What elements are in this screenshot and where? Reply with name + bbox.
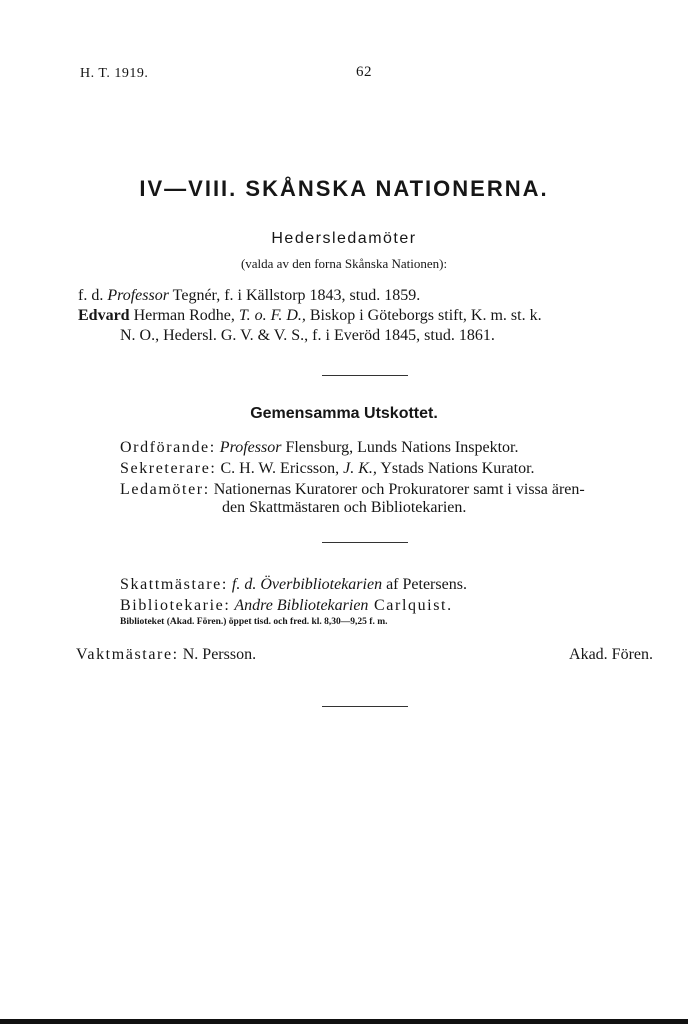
librarian-name: Carlquist. [368, 597, 453, 614]
secretary-title: J. K., [343, 460, 377, 477]
page-title: IV—VIII. SKÅNSKA NATIONERNA. [139, 176, 549, 201]
librarian-label: Bibliotekarie: [120, 597, 231, 614]
secretary-name: C. H. W. Ericsson, [216, 460, 344, 477]
entry-title: Professor [107, 287, 169, 304]
librarian-title: Andre Bibliotekarien [234, 597, 369, 614]
chair-title: Professor [219, 439, 282, 456]
honorary-entry-2 [78, 307, 542, 325]
honorary-heading: Hedersledamöter [271, 230, 417, 247]
scan-edge [0, 1019, 688, 1024]
entry-text: Tegnér, f. i Källstorp 1843, stud. 1859. [168, 287, 421, 304]
committee-secretary [120, 460, 535, 478]
secretary-label: Sekreterare: [120, 460, 217, 477]
divider [322, 375, 408, 376]
caretaker-affiliation: Akad. Fören. [569, 646, 653, 663]
treasurer-title: f. d. Överbibliotekarien [231, 576, 383, 593]
committee-members [120, 481, 585, 499]
entry-text: Herman Rodhe, [129, 307, 239, 324]
caretaker-name: N. Persson. [178, 646, 257, 663]
honorary-subheading: (valda av den forna Skånska Nationen): [240, 256, 448, 271]
committee-members-cont: den Skattmästaren och Bibliotekarien. [222, 499, 467, 516]
chair-label: Ordförande: [120, 439, 216, 456]
chair-text: Flensburg, Lunds Nations Inspektor. [281, 439, 519, 456]
entry-name: Edvard [78, 307, 130, 324]
honorary-entry-1 [78, 287, 420, 305]
treasurer-label: Skattmästare: [120, 576, 228, 593]
secretary-text: Ystads Nations Kurator. [376, 460, 535, 477]
entry-prefix: f. d. [78, 287, 108, 304]
committee-chair [120, 439, 518, 457]
entry-text-2: Biskop i Göteborgs stift, K. m. st. k. [305, 307, 542, 324]
members-label: Ledamöter: [120, 481, 210, 498]
treasurer [120, 576, 467, 594]
caretaker [76, 646, 256, 664]
page-number: 62 [356, 64, 372, 80]
running-header: H. T. 1919. [80, 66, 149, 81]
honorary-entry-2-cont: N. O., Hedersl. G. V. & V. S., f. i Everöd 1845, stud. 1861. [120, 327, 495, 344]
members-text: Nationernas Kuratorer och Prokuratorer samt i vissa ären- [209, 481, 585, 498]
divider [322, 542, 408, 543]
entry-title: T. o. F. D., [238, 307, 306, 324]
divider [322, 706, 408, 707]
library-hours-note: Biblioteket (Akad. Fören.) öppet tisd. och fred. kl. 8,30—9,25 f. m. [120, 617, 388, 627]
caretaker-label: Vaktmästare: [76, 646, 179, 663]
committee-heading: Gemensamma Utskottet. [250, 405, 438, 422]
treasurer-name: af Petersens. [382, 576, 467, 593]
librarian [120, 597, 453, 615]
